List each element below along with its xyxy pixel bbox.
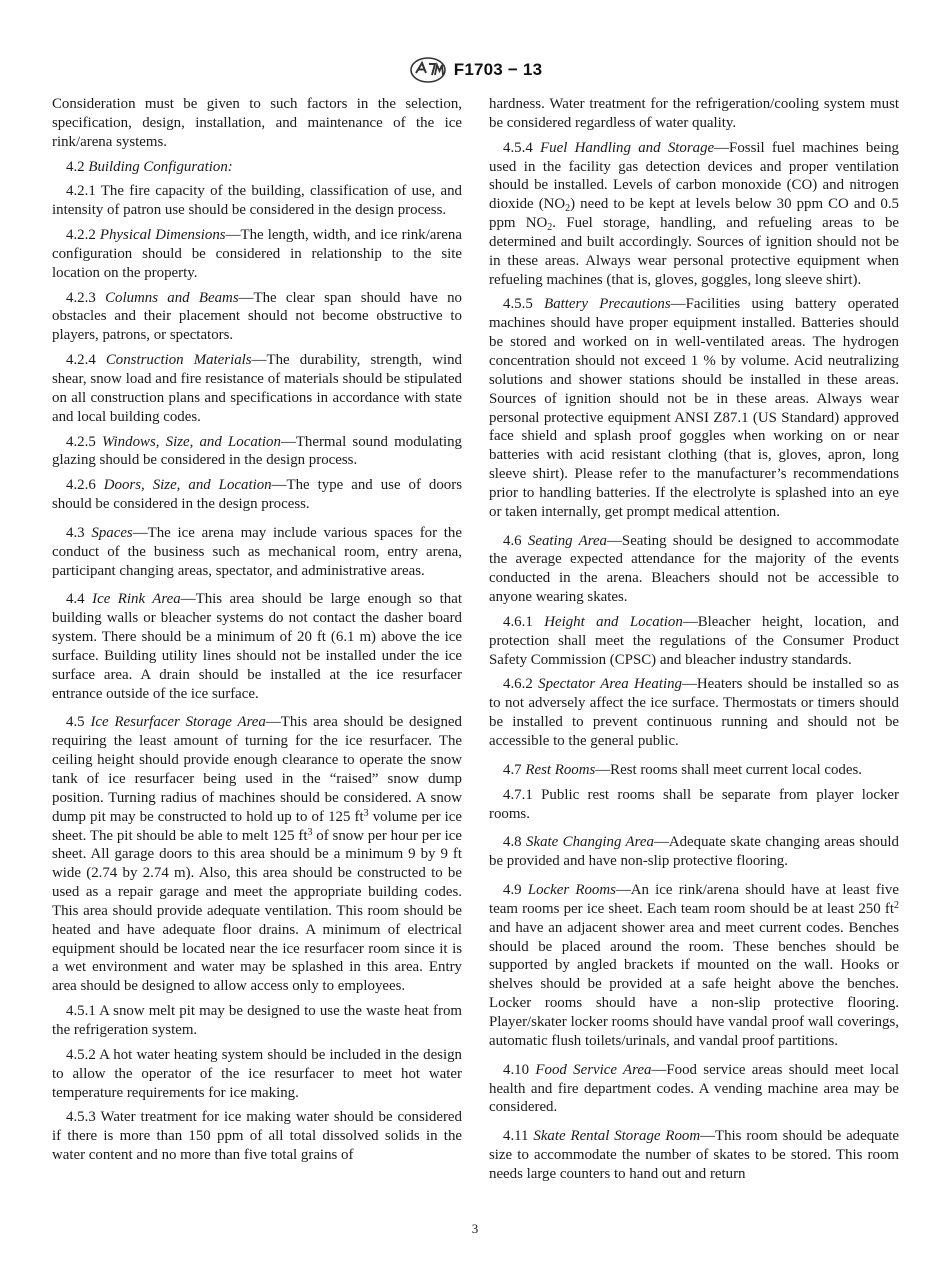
section-4-10: 4.10 Food Service Area—Food service areas should meet local health and fire department codes. A vending machine area may be considered. xyxy=(489,1061,899,1116)
section-4-6-1: 4.6.1 Height and Location—Bleacher height, location, and protection shall meet the regulations of the Consumer Product Safety Commission (CPSC) and bleacher industry standards. xyxy=(489,613,899,668)
section-4-6: 4.6 Seating Area—Seating should be designed to accommodate the average expected attendance for the majority of the events conducted in the arena. Bleachers should not be accessible to anyone wearing skates. xyxy=(489,532,899,606)
section-4-2-3: 4.2.3 Columns and Beams—The clear span should have no obstacles and their placement should not become obstructive to players, patrons, or spectators. xyxy=(52,289,462,344)
astm-logo-icon xyxy=(408,57,448,83)
section-4-7-1: 4.7.1 Public rest rooms shall be separate from player locker rooms. xyxy=(489,786,899,822)
section-4-8: 4.8 Skate Changing Area—Adequate skate changing areas should be provided and have non-slip protective flooring. xyxy=(489,834,899,870)
page-number: 3 xyxy=(471,1221,479,1236)
section-4-2-2: 4.2.2 Physical Dimensions—The length, width, and ice rink/arena configuration should be considered in relationship to the site location on the property. xyxy=(52,227,462,281)
section-4-5-5: 4.5.5 Battery Precautions—Facilities using battery operated machines should have proper equipment installed. Batteries should be stored and worked on in well-ventilated areas. The hydrogen concentration should not exceed 1 % by volume. Acid neutralizing solutions and shower stations should be installed in these areas. Sources of ignition should not be in these areas. Always wear personal protective equipment ANSI Z87.1 (US Standard) approved face shield and splash proof goggles when working on or near batteries with acid resistant clothing (that is, gloves, apron, long sleeve shirt). Please refer to the manufacturer’s recommendations prior to handling batteries. If the electrolyte is splashed into an eye or taken internally, get prompt medical attention. xyxy=(489,296,899,520)
page-header xyxy=(0,56,950,84)
section-4-2: 4.2 Building Configuration: xyxy=(66,158,233,175)
section-4-2-5: 4.2.5 Windows, Size, and Location—Thermal sound modulating glazing should be considered in the design process. xyxy=(52,433,462,469)
section-4-5-3: 4.5.3 Water treatment for ice making water should be considered if there is more than 150 ppm of all total dissolved solids in the water content and no more than five total grains of xyxy=(52,1109,462,1164)
section-4-9: 4.9 Locker Rooms—An ice rink/arena should have at least five team rooms per ice sheet. Each team room should be at least 250 $ft^2$ and have an adjacent shower area and meet current codes. Benches should be placed around the room. These benches should be supported by angled brackets if mounted on the wall. Hooks or shelves should be provided at a safe height above the benches. Locker rooms should have a non-slip protective flooring. Player/skater locker rooms should have vandal proof wall coverings, automatic flush toilets/urinals, and vandal proof partitions. xyxy=(489,882,899,1049)
left-column xyxy=(52,95,462,1165)
section-4-5-4: 4.5.4 Fuel Handling and Storage—Fossil fuel machines being used in the facility gas detection devices and proper ventilation should be installed. Levels of carbon monoxide (CO) and nitrogen dioxide $(NO_2)$ need to be kept at levels below 30 ppm CO and 0.5 ppm $NO_2$. Fuel storage, handling, and refueling areas to be determined and built accordingly. Sources of ignition should not be in these areas. Always wear personal protective equipment when refueling machines (that is, gloves, goggles, long sleeve shirt). xyxy=(489,139,900,288)
section-4-2-6: 4.2.6 Doors, Size, and Location—The type and use of doors should be considered in the design process. xyxy=(52,477,462,513)
paragraph-continued: hardness. Water treatment for the refrigeration/cooling system must be considered regardless of water quality. xyxy=(489,96,899,131)
section-4-5-1: 4.5.1 A snow melt pit may be designed to use the waste heat from the refrigeration system. xyxy=(52,1003,463,1038)
section-4-5: 4.5 Ice Resurfacer Storage Area—This area should be designed requiring the least amount of turning for the ice resurfacer. The ceiling height should provide enough clearance to operate the snow tank of ice resurfacer being used in the “raised” snow dump position. Turning radius of machines should be considered. A snow dump pit may be constructed to hold up to of 125 $ft^3$ volume per ice sheet. The pit should be able to melt 125 $ft^3$ of snow per hour per ice sheet. All garage doors to this area should be a minimum 9 by 9 ft wide (2.74 by 2.74 m). Also, this area should be constructed to be used as a repair garage and meet the appropriate building codes. This area should provide adequate ventilation. This room should be heated and have adequate floor drains. A minimum of electrical equipment should be located near the ice resurfacer room since it is a wet environment and water may be splashed in this area. Entry area should be designed to allow access only to employees. xyxy=(52,714,463,995)
section-4-11: 4.11 Skate Rental Storage Room—This room should be adequate size to accommodate the number of skates to be stored. This room needs large counters to hand out and return xyxy=(489,1128,899,1182)
section-4-7: 4.7 Rest Rooms—Rest rooms shall meet current local codes. xyxy=(503,761,862,778)
document-id: F1703 − 13 xyxy=(453,60,543,79)
section-4-3: 4.3 Spaces—The ice arena may include various spaces for the conduct of the business such as mechanical room, entry arena, participant changing areas, spectator, and administrative areas. xyxy=(52,524,462,579)
section-4-4: 4.4 Ice Rink Area—This area should be large enough so that building walls or bleacher systems do not contact the dasher board system. There should be a minimum of 20 ft (6.1 m) above the ice surface. Building utility lines should not be installed under the ice surface area. A drain should be installed at the ice resurfacer entrance outside of the ice surface. xyxy=(52,591,462,702)
section-4-5-2: 4.5.2 A hot water heating system should be included in the design to allow the operator of the ice resurfacer to meet hot water temperature requirements for ice making. xyxy=(52,1046,462,1101)
section-4-6-2: 4.6.2 Spectator Area Heating—Heaters should be installed so as to not adversely affect the ice surface. Thermostats or timers should be installed to prevent continuous running and should not be accessible to the general public. xyxy=(489,676,899,749)
section-4-2-1: 4.2.1 The fire capacity of the building, classification of use, and intensity of patron use should be considered in the design process. xyxy=(52,183,462,219)
right-column xyxy=(489,95,899,1184)
section-4-2-4: 4.2.4 Construction Materials—The durability, strength, wind shear, snow load and fire resistance of materials should be stipulated on all construction plans and specifications in accordance with state and local building codes. xyxy=(52,352,462,425)
paragraph: Consideration must be given to such factors in the selection, specification, design, installation, and maintenance of the ice rink/arena systems. xyxy=(52,96,462,150)
